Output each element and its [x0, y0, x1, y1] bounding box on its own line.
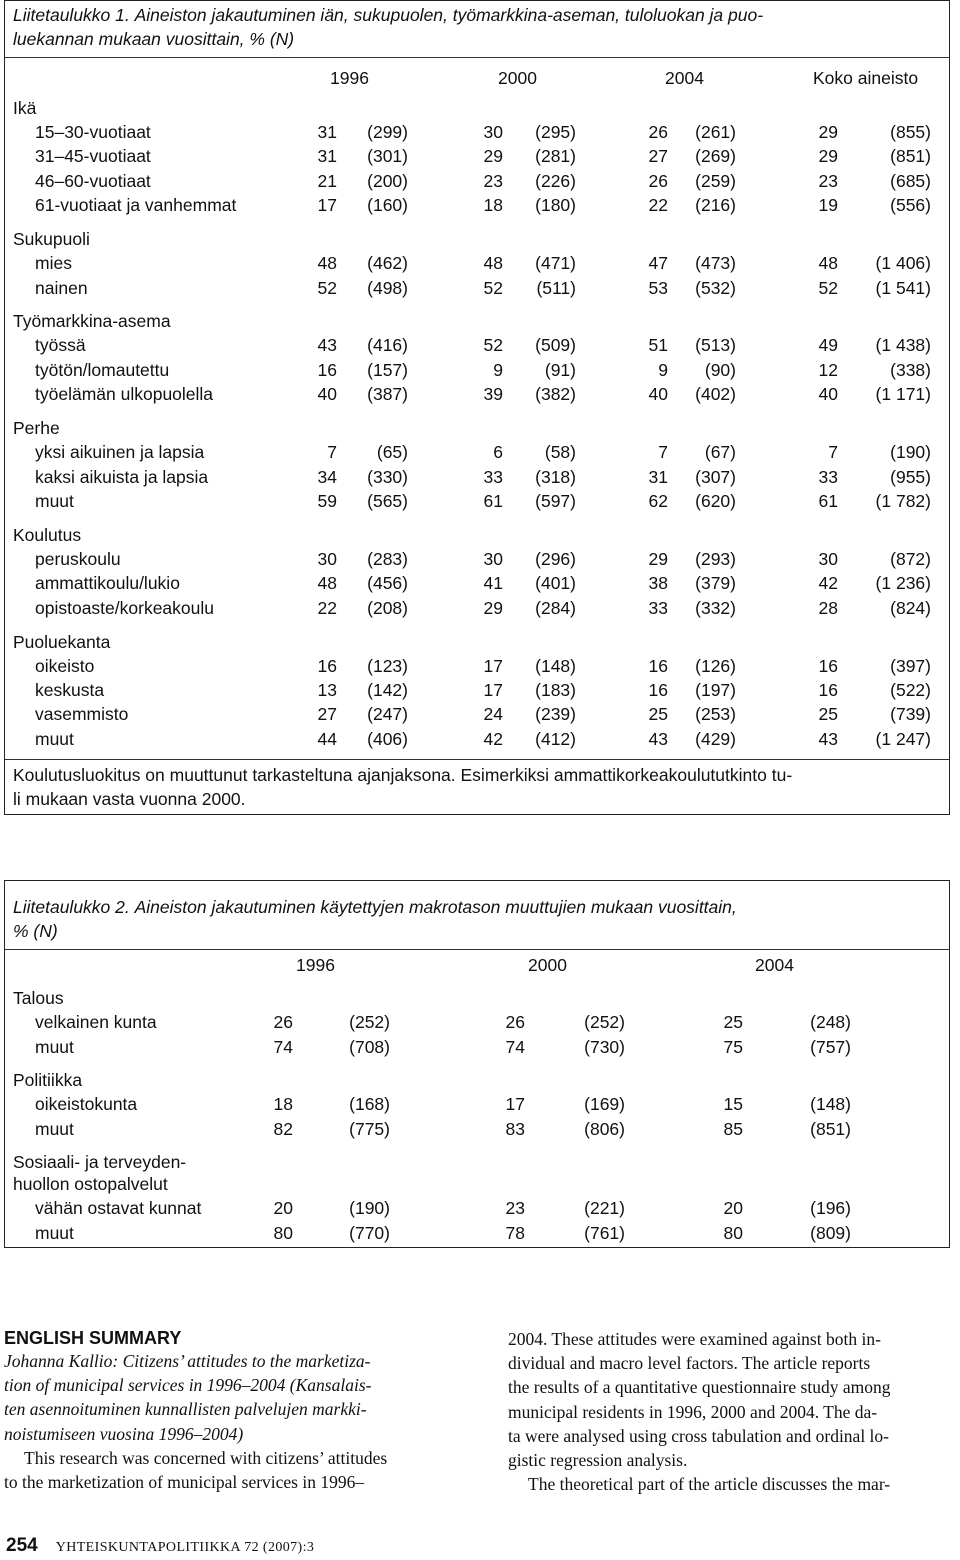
- percent-cell: 25: [818, 704, 838, 725]
- table-2-top-rule: [5, 949, 949, 950]
- table-row: [5, 702, 949, 726]
- count-cell: (397): [890, 655, 931, 676]
- percent-cell: 25: [648, 704, 668, 725]
- count-cell: (284): [535, 597, 576, 618]
- table-row: [5, 440, 949, 464]
- count-cell: (379): [695, 573, 736, 594]
- section-heading: Koulutus: [13, 524, 82, 545]
- count-cell: (142): [367, 679, 408, 700]
- percent-cell: 43: [648, 728, 668, 749]
- percent-cell: 33: [483, 466, 503, 487]
- count-cell: (473): [695, 253, 736, 274]
- column-header: 2004: [755, 955, 794, 975]
- percent-cell: 16: [648, 655, 668, 676]
- count-cell: (318): [535, 466, 576, 487]
- table-1-note-line-1: Koulutusluokitus on muuttunut tarkasteltuna ajanjaksona. Esimerkiksi ammattikorkeakoulututkinto tu-: [13, 765, 793, 785]
- percent-cell: 26: [648, 122, 668, 142]
- percent-cell: 52: [317, 277, 337, 298]
- percent-cell: 28: [818, 597, 838, 618]
- table-row: [5, 120, 949, 144]
- percent-cell: 16: [648, 679, 668, 700]
- row-label: työtön/lomautettu: [35, 359, 170, 380]
- count-cell: (180): [535, 195, 576, 216]
- count-cell: (293): [695, 548, 736, 569]
- count-cell: (239): [535, 704, 576, 725]
- row-label: muut: [35, 1222, 74, 1243]
- count-cell: (259): [695, 170, 736, 191]
- percent-cell: 61: [483, 490, 503, 511]
- row-label: vähän ostavat kunnat: [35, 1198, 202, 1218]
- count-cell: (1 236): [875, 573, 931, 594]
- summary-left-paragraph: [4, 1446, 454, 1494]
- summary-text-line: the results of a quantitative questionnaire study among: [508, 1377, 891, 1398]
- percent-cell: 17: [317, 195, 337, 216]
- count-cell: (261): [695, 122, 736, 142]
- row-label: keskusta: [35, 679, 105, 700]
- count-cell: (855): [890, 122, 931, 142]
- table-2-label: Liitetaulukko 2.: [13, 897, 130, 917]
- percent-cell: 52: [818, 277, 838, 298]
- table-1-top-rule: [5, 57, 949, 58]
- percent-cell: 7: [828, 442, 838, 463]
- count-cell: (556): [890, 195, 931, 216]
- percent-cell: 13: [317, 679, 337, 700]
- summary-citation-line: tion of municipal services in 1996–2004 (Kansalais-: [4, 1375, 372, 1396]
- count-cell: (770): [349, 1222, 390, 1243]
- table-1-label: Liitetaulukko 1.: [13, 5, 130, 25]
- count-cell: (401): [535, 573, 576, 594]
- count-cell: (412): [535, 728, 576, 749]
- percent-cell: 23: [505, 1198, 525, 1218]
- count-cell: (299): [367, 122, 408, 142]
- count-cell: (168): [349, 1094, 390, 1114]
- row-label: 46–60-vuotiaat: [35, 170, 151, 191]
- count-cell: (190): [890, 442, 931, 463]
- percent-cell: 62: [648, 490, 668, 511]
- count-cell: (532): [695, 277, 736, 298]
- percent-cell: 15: [723, 1094, 743, 1114]
- count-cell: (739): [890, 704, 931, 725]
- count-cell: (806): [584, 1118, 625, 1139]
- count-cell: (301): [367, 146, 408, 167]
- table-row: [5, 251, 949, 275]
- percent-cell: 30: [818, 548, 838, 569]
- row-label: muut: [35, 1118, 74, 1139]
- count-cell: (1 782): [875, 490, 931, 511]
- table-1-note: [13, 763, 948, 811]
- count-cell: (252): [584, 1012, 625, 1032]
- row-label: työssä: [35, 335, 86, 356]
- table-row: [5, 654, 949, 678]
- count-cell: (522): [890, 679, 931, 700]
- count-cell: (216): [695, 195, 736, 216]
- count-cell: (58): [544, 442, 576, 463]
- table-2: [4, 880, 950, 1248]
- count-cell: (269): [695, 146, 736, 167]
- count-cell: (824): [890, 597, 931, 618]
- table-2-caption: [13, 895, 941, 943]
- count-cell: (730): [584, 1036, 625, 1057]
- row-label: 15–30-vuotiaat: [35, 122, 151, 142]
- percent-cell: 29: [483, 597, 503, 618]
- percent-cell: 7: [658, 442, 668, 463]
- percent-cell: 19: [818, 195, 838, 216]
- count-cell: (296): [535, 548, 576, 569]
- percent-cell: 40: [818, 384, 838, 405]
- table-row: [5, 465, 949, 489]
- table-row: [5, 571, 949, 595]
- count-cell: (221): [584, 1198, 625, 1218]
- summary-text-line: 2004. These attitudes were examined against both in-: [508, 1329, 881, 1349]
- summary-citation: [4, 1349, 454, 1446]
- column-header: 2000: [498, 68, 537, 88]
- percent-cell: 9: [658, 359, 668, 380]
- count-cell: (126): [695, 655, 736, 676]
- percent-cell: 21: [317, 170, 337, 191]
- percent-cell: 34: [317, 466, 337, 487]
- column-header: 1996: [330, 68, 369, 88]
- row-label: muut: [35, 1036, 74, 1057]
- count-cell: (283): [367, 548, 408, 569]
- count-cell: (90): [704, 359, 736, 380]
- table-row: [5, 489, 949, 513]
- count-cell: (851): [890, 146, 931, 167]
- percent-cell: 29: [648, 548, 668, 569]
- row-label: 61-vuotiaat ja vanhemmat: [35, 195, 237, 216]
- count-cell: (332): [695, 597, 736, 618]
- count-cell: (511): [536, 277, 576, 298]
- row-label: peruskoulu: [35, 548, 121, 569]
- percent-cell: 26: [648, 170, 668, 191]
- percent-cell: 22: [648, 195, 668, 216]
- section-heading: Työmarkkina-asema: [13, 311, 171, 332]
- count-cell: (67): [704, 442, 736, 463]
- section-heading: Politiikka: [13, 1070, 83, 1090]
- count-cell: (148): [535, 655, 576, 676]
- table-row: [5, 1010, 949, 1034]
- count-cell: (708): [349, 1036, 390, 1057]
- percent-cell: 74: [273, 1036, 293, 1057]
- percent-cell: 51: [648, 335, 668, 356]
- count-cell: (226): [535, 170, 576, 191]
- section-heading: Talous: [13, 988, 64, 1008]
- percent-cell: 38: [648, 573, 668, 594]
- count-cell: (91): [544, 359, 576, 380]
- count-cell: (597): [535, 490, 576, 511]
- count-cell: (775): [349, 1118, 390, 1139]
- summary-text-line: The theoretical part of the article discusses the mar-: [528, 1474, 891, 1495]
- table-2-title-line-2: % (N): [13, 921, 58, 941]
- page-footer: [6, 1535, 314, 1557]
- count-cell: (197): [695, 679, 736, 700]
- count-cell: (513): [695, 335, 736, 356]
- count-cell: (208): [367, 597, 408, 618]
- table-1-caption: [13, 3, 941, 51]
- percent-cell: 40: [648, 384, 668, 405]
- count-cell: (307): [695, 466, 736, 487]
- count-cell: (295): [535, 122, 576, 142]
- journal-name: YHTEISKUNTAPOLITIIKKA 72 (2007):3: [55, 1540, 315, 1555]
- percent-cell: 16: [317, 359, 337, 380]
- count-cell: (809): [810, 1222, 851, 1243]
- percent-cell: 27: [317, 704, 337, 725]
- percent-cell: 33: [648, 597, 668, 618]
- table-row: [5, 727, 949, 751]
- summary-left-column: [4, 1325, 454, 1494]
- percent-cell: 30: [317, 548, 337, 569]
- table-1-title-line-1: Aineiston jakautuminen iän, sukupuolen, työmarkkina-aseman, tuloluokan ja puo-: [134, 5, 764, 25]
- percent-cell: 29: [818, 146, 838, 167]
- percent-cell: 22: [317, 597, 337, 618]
- table-row: [5, 382, 949, 406]
- summary-citation-line: Johanna Kallio: Citizens’ attitudes to the marketiza-: [4, 1351, 371, 1371]
- percent-cell: 48: [317, 253, 337, 274]
- percent-cell: 48: [317, 573, 337, 594]
- count-cell: (416): [367, 335, 408, 356]
- percent-cell: 26: [273, 1012, 293, 1032]
- table-row: [5, 276, 949, 300]
- percent-cell: 48: [483, 253, 503, 274]
- percent-cell: 43: [317, 335, 337, 356]
- count-cell: (65): [376, 442, 408, 463]
- column-header: 2004: [665, 68, 704, 88]
- table-1: [4, 0, 950, 815]
- count-cell: (1 171): [875, 384, 931, 405]
- count-cell: (498): [367, 277, 408, 298]
- percent-cell: 12: [818, 359, 838, 380]
- count-cell: (330): [367, 466, 408, 487]
- table-row: [5, 596, 949, 620]
- count-cell: (148): [810, 1094, 851, 1114]
- count-cell: (685): [890, 170, 931, 191]
- table-row: [5, 358, 949, 382]
- table-row: [5, 169, 949, 193]
- percent-cell: 7: [327, 442, 337, 463]
- percent-cell: 42: [483, 728, 503, 749]
- summary-text-line: gistic regression analysis.: [508, 1450, 688, 1471]
- table-1-note-line-2: li mukaan vasta vuonna 2000.: [13, 789, 246, 809]
- percent-cell: 85: [723, 1118, 743, 1139]
- percent-cell: 75: [723, 1036, 743, 1057]
- column-header: Koko aineisto: [813, 68, 919, 88]
- count-cell: (281): [535, 146, 576, 167]
- count-cell: (123): [367, 655, 408, 676]
- count-cell: (190): [349, 1198, 390, 1218]
- percent-cell: 20: [723, 1198, 743, 1218]
- row-label: työelämän ulkopuolella: [35, 384, 214, 405]
- row-label: mies: [35, 253, 72, 274]
- table-row: [5, 1035, 949, 1059]
- count-cell: (462): [367, 253, 408, 274]
- percent-cell: 59: [317, 490, 337, 511]
- count-cell: (456): [367, 573, 408, 594]
- percent-cell: 44: [317, 728, 337, 749]
- percent-cell: 31: [648, 466, 668, 487]
- percent-cell: 80: [723, 1222, 743, 1243]
- percent-cell: 23: [818, 170, 838, 191]
- percent-cell: 61: [818, 490, 838, 511]
- percent-cell: 25: [723, 1012, 743, 1032]
- summary-text-line: ta were analysed using cross tabulation and ordinal lo-: [508, 1425, 890, 1446]
- count-cell: (338): [890, 359, 931, 380]
- percent-cell: 17: [505, 1094, 525, 1114]
- table-2-title-line-1: Aineiston jakautuminen käytettyjen makrotason muuttujien mukaan vuosittain,: [134, 897, 737, 917]
- count-cell: (247): [367, 704, 408, 725]
- count-cell: (471): [535, 253, 576, 274]
- percent-cell: 20: [273, 1198, 293, 1218]
- percent-cell: 41: [483, 573, 503, 594]
- count-cell: (851): [810, 1118, 851, 1139]
- table-row: [5, 1196, 949, 1220]
- percent-cell: 48: [818, 253, 838, 274]
- row-label: ammattikoulu/lukio: [35, 573, 180, 594]
- percent-cell: 31: [317, 146, 337, 167]
- percent-cell: 39: [483, 384, 503, 405]
- row-label: yksi aikuinen ja lapsia: [35, 442, 205, 463]
- row-label: 31–45-vuotiaat: [35, 146, 151, 167]
- count-cell: (1 438): [875, 335, 931, 356]
- row-label: oikeisto: [35, 655, 95, 676]
- percent-cell: 23: [483, 170, 503, 191]
- section-heading: Puoluekanta: [13, 631, 111, 652]
- percent-cell: 78: [505, 1222, 525, 1243]
- percent-cell: 31: [317, 122, 337, 142]
- percent-cell: 52: [483, 335, 503, 356]
- count-cell: (761): [584, 1222, 625, 1243]
- table-row: [5, 144, 949, 168]
- row-label: kaksi aikuista ja lapsia: [35, 466, 209, 487]
- table-row: [5, 193, 949, 217]
- percent-cell: 53: [648, 277, 668, 298]
- count-cell: (406): [367, 728, 408, 749]
- percent-cell: 40: [317, 384, 337, 405]
- summary-citation-line: ten asennoituminen kunnallisten palvelujen markki-: [4, 1399, 367, 1420]
- percent-cell: 47: [648, 253, 668, 274]
- count-cell: (248): [810, 1012, 851, 1032]
- row-label: velkainen kunta: [35, 1012, 157, 1032]
- count-cell: (955): [890, 466, 931, 487]
- percent-cell: 9: [493, 359, 503, 380]
- percent-cell: 29: [483, 146, 503, 167]
- table-1-bottom-rule: [5, 759, 949, 760]
- table-row: [5, 547, 949, 571]
- percent-cell: 30: [483, 122, 503, 142]
- section-heading: huollon ostopalvelut: [13, 1174, 168, 1194]
- row-label: vasemmisto: [35, 704, 129, 725]
- summary-right-column: [508, 1327, 958, 1496]
- percent-cell: 33: [818, 466, 838, 487]
- percent-cell: 83: [505, 1118, 525, 1139]
- count-cell: (169): [584, 1094, 625, 1114]
- summary-citation-line: noistumiseen vuosina 1996–2004): [4, 1423, 244, 1444]
- percent-cell: 42: [818, 573, 838, 594]
- summary-text-line: This research was concerned with citizens’ attitudes: [24, 1447, 388, 1468]
- row-label: nainen: [35, 277, 88, 298]
- summary-text-line: municipal residents in 1996, 2000 and 2004. The da-: [508, 1401, 878, 1422]
- percent-cell: 43: [818, 728, 838, 749]
- percent-cell: 27: [648, 146, 668, 167]
- percent-cell: 16: [818, 655, 838, 676]
- percent-cell: 6: [493, 442, 503, 463]
- count-cell: (160): [367, 195, 408, 216]
- row-label: oikeistokunta: [35, 1094, 138, 1114]
- count-cell: (196): [810, 1198, 851, 1218]
- row-label: muut: [35, 490, 74, 511]
- summary-text-line: dividual and macro level factors. The article reports: [508, 1353, 871, 1374]
- table-row: [5, 1221, 949, 1245]
- percent-cell: 74: [505, 1036, 525, 1057]
- count-cell: (157): [367, 359, 408, 380]
- count-cell: (402): [695, 384, 736, 405]
- table-row: [5, 1117, 949, 1141]
- section-heading: Perhe: [13, 418, 60, 439]
- percent-cell: 16: [317, 655, 337, 676]
- percent-cell: 16: [818, 679, 838, 700]
- percent-cell: 82: [273, 1118, 293, 1139]
- count-cell: (620): [695, 490, 736, 511]
- count-cell: (200): [367, 170, 408, 191]
- count-cell: (382): [535, 384, 576, 405]
- column-header: 2000: [528, 955, 567, 975]
- count-cell: (387): [367, 384, 408, 405]
- summary-text-line: to the marketization of municipal services in 1996–: [4, 1472, 365, 1493]
- count-cell: (252): [349, 1012, 390, 1032]
- table-row: [5, 333, 949, 357]
- count-cell: (1 406): [875, 253, 931, 274]
- count-cell: (429): [695, 728, 736, 749]
- percent-cell: 30: [483, 548, 503, 569]
- count-cell: (183): [535, 679, 576, 700]
- count-cell: (253): [695, 704, 736, 725]
- percent-cell: 26: [505, 1012, 525, 1032]
- summary-heading: ENGLISH SUMMARY: [4, 1328, 182, 1348]
- percent-cell: 52: [483, 277, 503, 298]
- section-heading: Ikä: [13, 98, 37, 118]
- row-label: opistoaste/korkeakoulu: [35, 597, 214, 618]
- page-number: 254: [6, 1535, 38, 1556]
- percent-cell: 17: [483, 655, 503, 676]
- table-row: [5, 678, 949, 702]
- count-cell: (509): [535, 335, 576, 356]
- column-header: 1996: [296, 955, 335, 975]
- count-cell: (1 247): [875, 728, 931, 749]
- row-label: muut: [35, 728, 74, 749]
- count-cell: (1 541): [875, 277, 931, 298]
- percent-cell: 49: [818, 335, 838, 356]
- count-cell: (565): [367, 490, 408, 511]
- count-cell: (872): [890, 548, 931, 569]
- percent-cell: 29: [818, 122, 838, 142]
- table-row: [5, 1092, 949, 1116]
- percent-cell: 80: [273, 1222, 293, 1243]
- percent-cell: 18: [483, 195, 503, 216]
- section-heading: Sukupuoli: [13, 229, 90, 250]
- count-cell: (757): [810, 1036, 851, 1057]
- percent-cell: 18: [273, 1094, 293, 1114]
- percent-cell: 17: [483, 679, 503, 700]
- percent-cell: 24: [483, 704, 503, 725]
- table-1-title-line-2: luekannan mukaan vuosittain, % (N): [13, 29, 295, 49]
- section-heading: Sosiaali- ja terveyden-: [13, 1152, 187, 1172]
